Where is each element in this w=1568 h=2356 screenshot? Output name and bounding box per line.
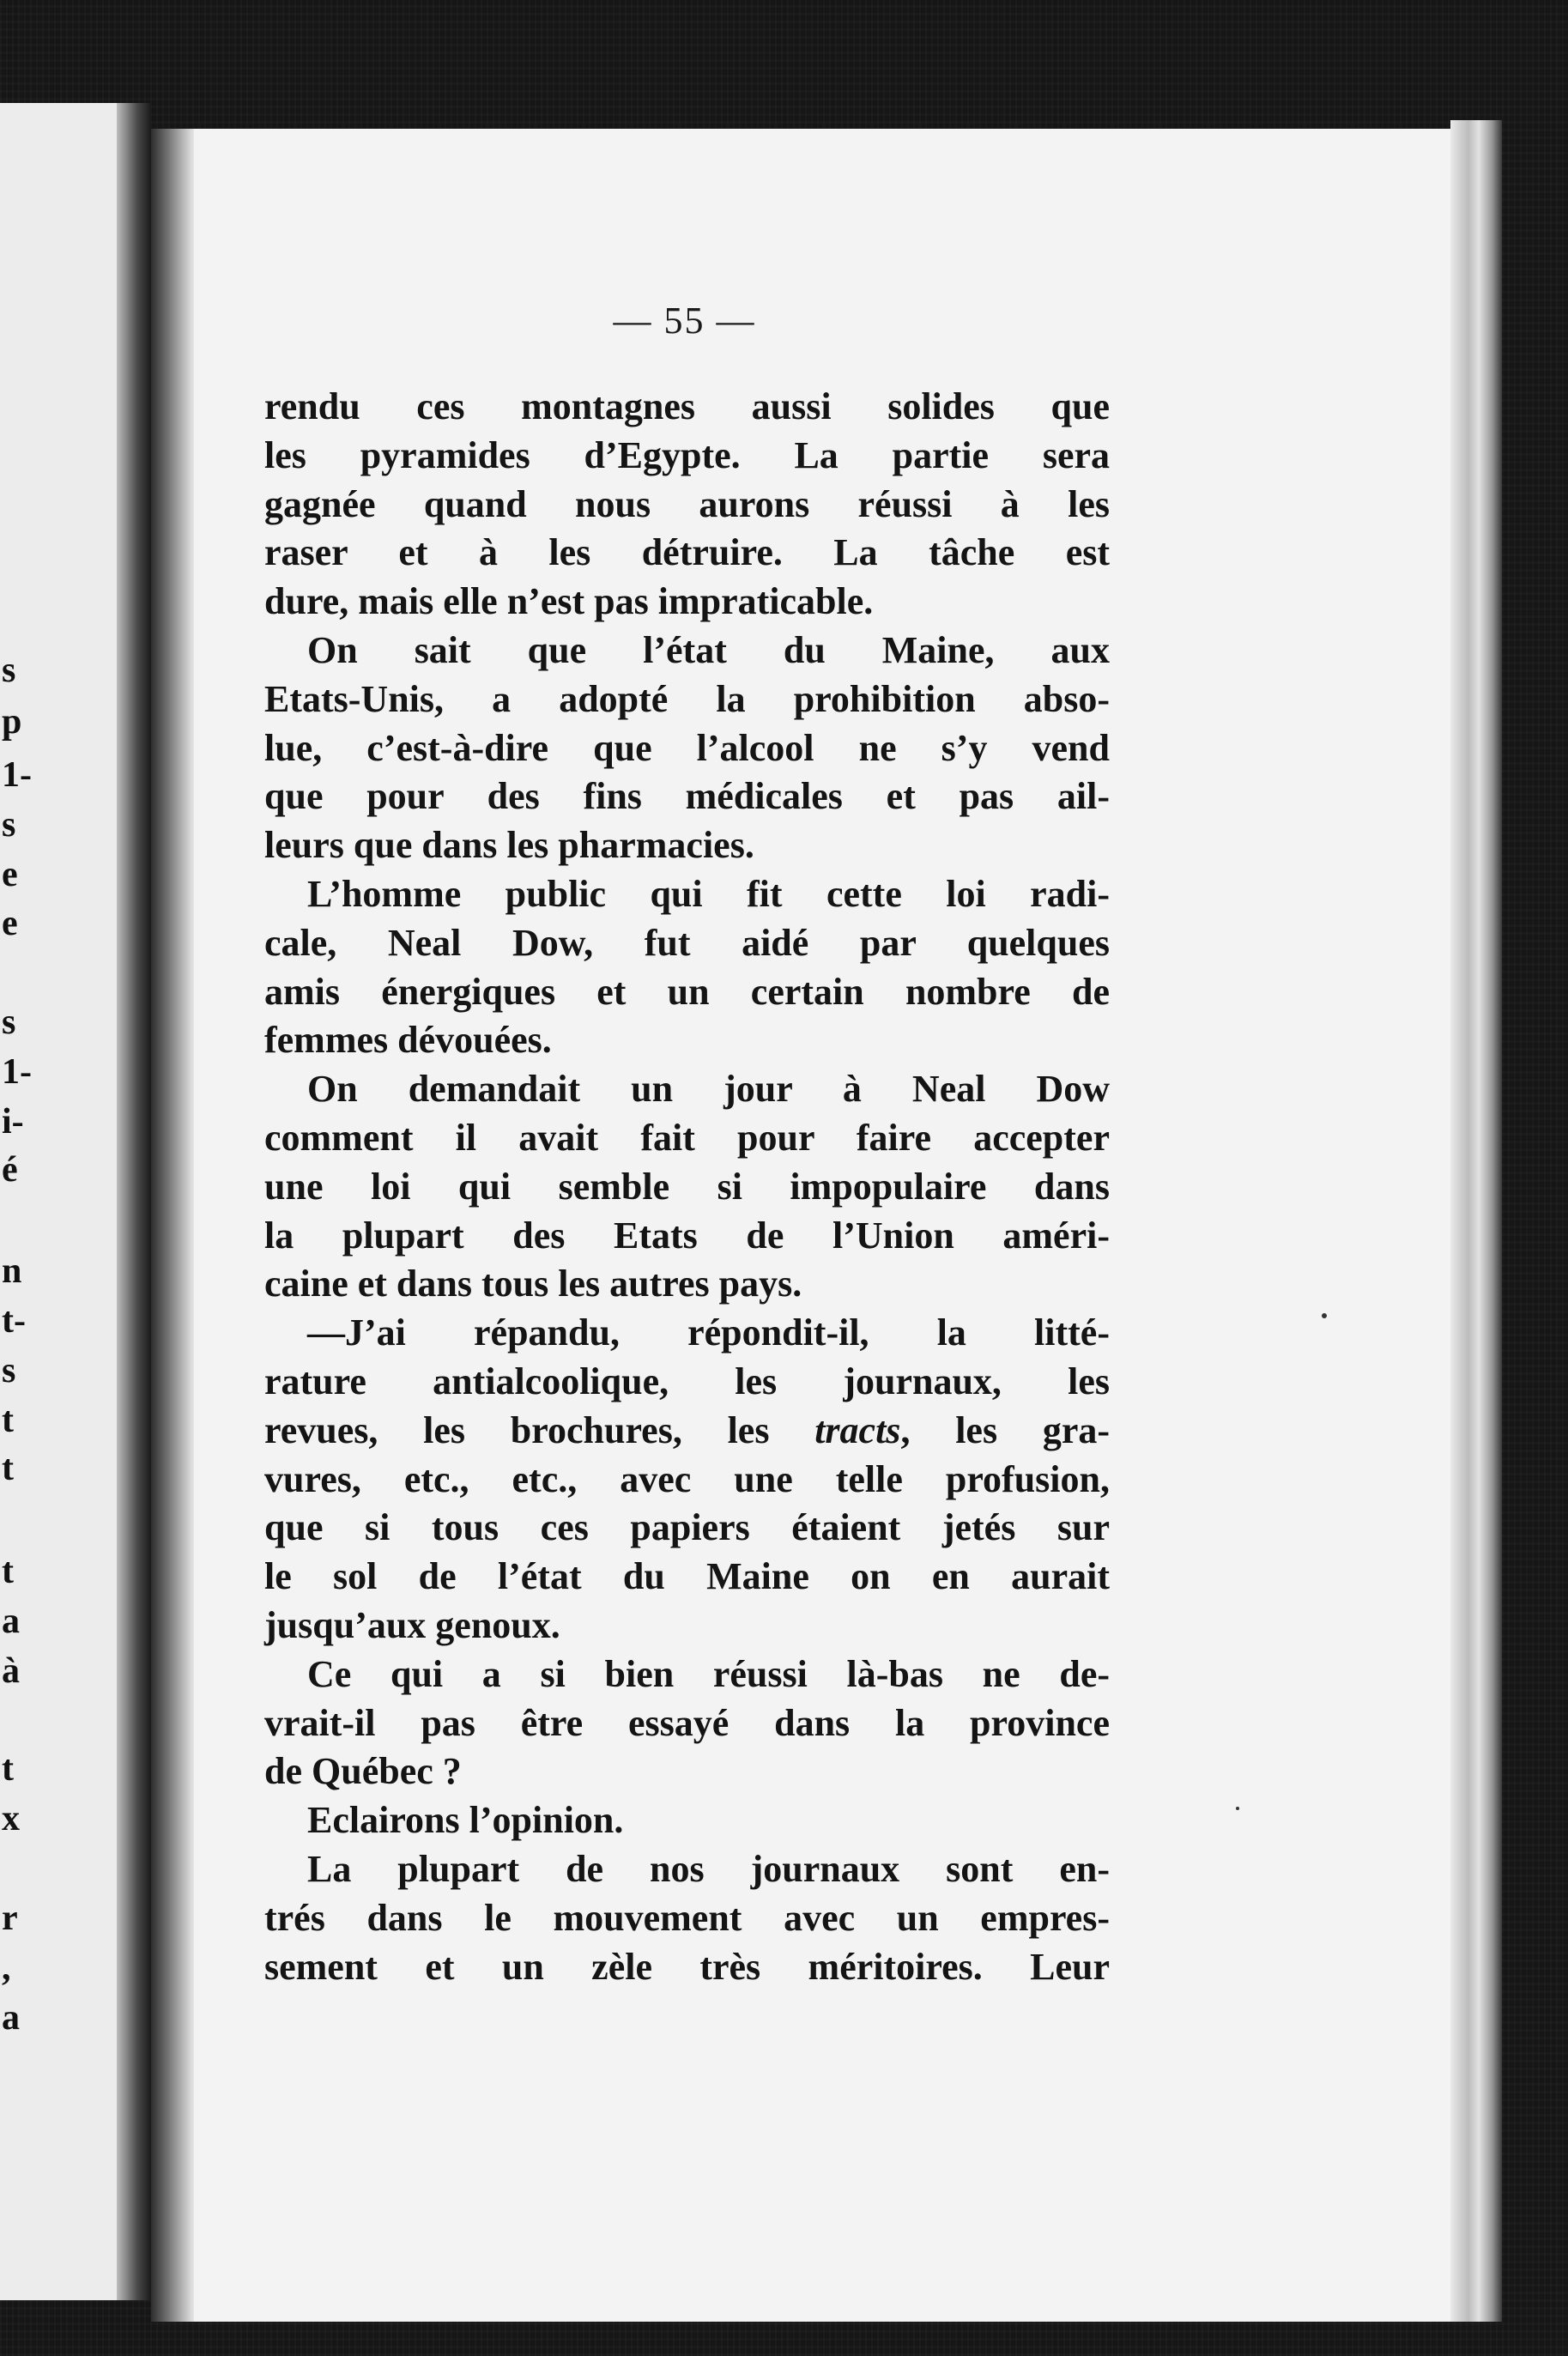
left-page-fragment: s bbox=[2, 1002, 16, 1042]
text-line: leurs que dans les pharmacies. bbox=[264, 824, 754, 867]
text-line: amis énergiques et un certain nombre de bbox=[264, 970, 1110, 1013]
left-page-fragment: à bbox=[2, 1651, 20, 1691]
text-line: lue, c’est-à-dire que l’alcool ne s’y vend bbox=[264, 726, 1110, 769]
book-gutter-shadow bbox=[117, 103, 151, 2300]
left-page-fragment: é bbox=[2, 1150, 18, 1190]
text-line: femmes dévouées. bbox=[264, 1019, 552, 1062]
left-page-fragment: a bbox=[2, 1602, 20, 1641]
left-page-fragment: s bbox=[2, 1351, 16, 1390]
left-page-fragment: e bbox=[2, 904, 18, 943]
text-line: rature antialcoolique, les journaux, les bbox=[264, 1360, 1110, 1402]
dust-speck bbox=[1236, 1807, 1239, 1810]
text-line: les pyramides d’Egypte. La partie sera bbox=[264, 433, 1110, 476]
text-line: le sol de l’état du Maine on en aurait bbox=[264, 1555, 1110, 1598]
text-line: cale, Neal Dow, fut aidé par quelques bbox=[264, 921, 1110, 964]
previous-page-edge bbox=[0, 103, 129, 2300]
text-line: jusqu’aux genoux. bbox=[264, 1603, 560, 1646]
left-page-fragment: x bbox=[2, 1799, 20, 1838]
text-line: Ce qui a si bien réussi là-bas ne de- bbox=[307, 1652, 1110, 1695]
page-gutter bbox=[151, 129, 194, 2322]
text-line: revues, les brochures, les tracts, les gra- bbox=[264, 1408, 1110, 1451]
left-page-fragment: i- bbox=[2, 1102, 24, 1142]
text-line: caine et dans tous les autres pays. bbox=[264, 1263, 802, 1305]
left-page-fragment: a bbox=[2, 1998, 20, 2038]
text-line: rendu ces montagnes aussi solides que bbox=[264, 385, 1110, 427]
left-page-fragment: 1- bbox=[2, 1052, 32, 1092]
left-page-fragment: 1- bbox=[2, 755, 32, 795]
text-line: trés dans le mouvement avec un empres- bbox=[264, 1896, 1110, 1939]
text-line: vrait-il pas être essayé dans la province bbox=[264, 1701, 1110, 1744]
left-page-fragment: t bbox=[2, 1401, 14, 1440]
page-number: — 55 — bbox=[613, 300, 756, 342]
text-line: vures, etc., etc., avec une telle profusion, bbox=[264, 1457, 1110, 1500]
body-text bbox=[264, 383, 1110, 1991]
text-line: sement et un zèle très méritoires. Leur bbox=[264, 1945, 1110, 1988]
text-line: L’homme public qui fit cette loi radi- bbox=[307, 872, 1110, 915]
text-line: de Québec ? bbox=[264, 1750, 462, 1793]
page-stack-edge bbox=[1450, 120, 1502, 2322]
text-line: raser et à les détruire. La tâche est bbox=[264, 531, 1110, 574]
left-page-fragment: , bbox=[2, 1948, 11, 1988]
text-line: La plupart de nos journaux sont en- bbox=[307, 1847, 1110, 1890]
text-line: que pour des fins médicales et pas ail- bbox=[264, 775, 1110, 818]
text-line: Etats-Unis, a adopté la prohibition abso- bbox=[264, 677, 1110, 720]
left-page-fragment: s bbox=[2, 805, 16, 845]
left-page-fragment: t- bbox=[2, 1301, 26, 1341]
dust-speck bbox=[1322, 1313, 1327, 1318]
left-page-fragment: t bbox=[2, 1552, 14, 1591]
text-line: une loi qui semble si impopulaire dans bbox=[264, 1165, 1110, 1208]
text-line: On demandait un jour à Neal Dow bbox=[307, 1068, 1110, 1111]
text-line: que si tous ces papiers étaient jetés sur bbox=[264, 1506, 1110, 1549]
left-page-fragment: r bbox=[2, 1899, 18, 1938]
text-line: la plupart des Etats de l’Union améri- bbox=[264, 1214, 1110, 1257]
text-line: comment il avait fait pour faire accepter bbox=[264, 1116, 1110, 1159]
left-page-fragment: p bbox=[2, 702, 22, 742]
text-line: gagnée quand nous aurons réussi à les bbox=[264, 482, 1110, 525]
left-page-fragment: t bbox=[2, 1749, 14, 1789]
text-line: Eclairons l’opinion. bbox=[307, 1799, 624, 1842]
italic-word: tracts bbox=[814, 1408, 901, 1451]
left-page-fragment: t bbox=[2, 1449, 14, 1488]
text-line: —J’ai répandu, répondit-il, la litté- bbox=[307, 1311, 1110, 1354]
left-page-fragment: e bbox=[2, 855, 18, 894]
left-page-fragment: s bbox=[2, 651, 16, 690]
left-page-fragment: n bbox=[2, 1251, 22, 1291]
text-line: On sait que l’état du Maine, aux bbox=[307, 628, 1110, 671]
text-line: dure, mais elle n’est pas impraticable. bbox=[264, 580, 874, 623]
